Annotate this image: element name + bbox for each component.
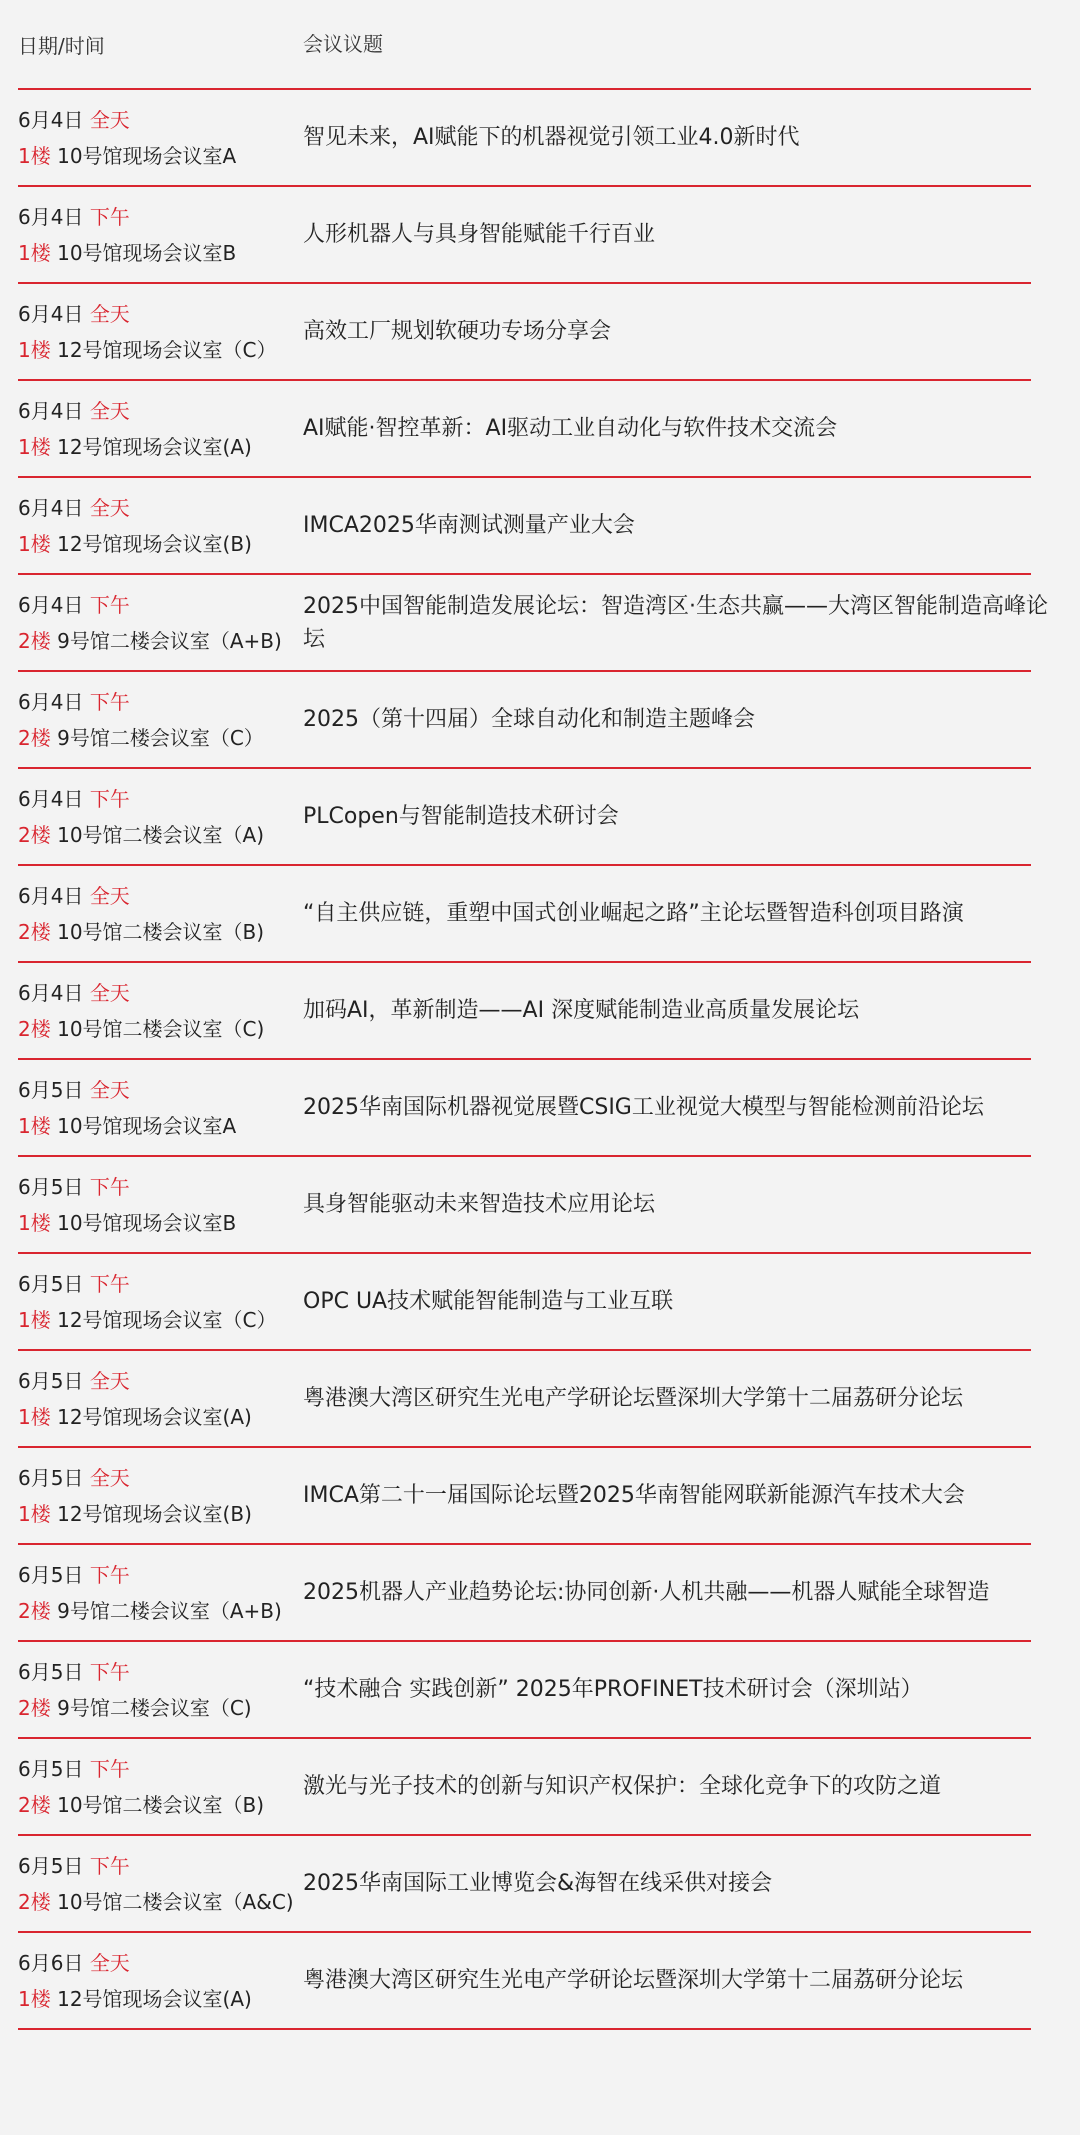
session-period: 下午 xyxy=(89,689,130,714)
session-date: 6月4日 xyxy=(18,980,84,1005)
session-floor: 1楼 xyxy=(18,1113,51,1138)
date-line xyxy=(18,1460,303,1496)
session-room: 9号馆二楼会议室（C） xyxy=(57,725,264,750)
session-period: 全天 xyxy=(89,398,130,423)
place-line xyxy=(18,1108,303,1144)
session-date: 6月4日 xyxy=(18,107,84,132)
session-topic-cell xyxy=(303,315,1031,348)
session-topic-cell xyxy=(303,994,1031,1027)
place-line xyxy=(18,1399,303,1435)
session-topic: 加码AI，革新制造——AI 深度赋能制造业高质量发展论坛 xyxy=(303,998,860,1023)
session-datetime xyxy=(18,1751,303,1823)
session-room: 12号馆现场会议室（C） xyxy=(57,337,277,362)
session-period: 全天 xyxy=(89,1950,130,1975)
session-row xyxy=(18,90,1031,187)
session-datetime xyxy=(18,1266,303,1338)
date-line xyxy=(18,878,303,914)
session-floor: 1楼 xyxy=(18,1404,51,1429)
session-topic-cell xyxy=(303,1091,1031,1124)
session-period: 全天 xyxy=(89,980,130,1005)
session-room: 10号馆现场会议室A xyxy=(57,1113,237,1138)
table-header xyxy=(18,0,1031,90)
session-date: 6月5日 xyxy=(18,1659,84,1684)
session-topic: IMCA2025华南测试测量产业大会 xyxy=(303,513,635,538)
session-room: 10号馆二楼会议室（A) xyxy=(57,822,265,847)
session-date: 6月5日 xyxy=(18,1756,84,1781)
session-room: 9号馆二楼会议室（C) xyxy=(57,1695,252,1720)
place-line xyxy=(18,138,303,174)
session-period: 全天 xyxy=(89,1077,130,1102)
session-row xyxy=(18,1545,1031,1642)
date-line xyxy=(18,1945,303,1981)
session-datetime xyxy=(18,1460,303,1532)
session-room: 9号馆二楼会议室（A+B) xyxy=(57,1598,282,1623)
place-line xyxy=(18,720,303,756)
date-line xyxy=(18,199,303,235)
session-floor: 1楼 xyxy=(18,1501,51,1526)
session-date: 6月4日 xyxy=(18,204,84,229)
session-date: 6月4日 xyxy=(18,592,84,617)
session-datetime xyxy=(18,1848,303,1920)
session-topic-cell xyxy=(303,590,1048,656)
session-period: 全天 xyxy=(89,495,130,520)
session-topic-cell xyxy=(303,1382,1031,1415)
session-topic-cell xyxy=(303,1285,1031,1318)
session-row xyxy=(18,866,1031,963)
schedule-table xyxy=(18,0,1048,2030)
date-line xyxy=(18,975,303,1011)
session-floor: 1楼 xyxy=(18,337,51,362)
session-period: 全天 xyxy=(89,107,130,132)
session-room: 10号馆二楼会议室（A&C) xyxy=(57,1889,294,1914)
session-topic: 激光与光子技术的创新与知识产权保护：全球化竞争下的攻防之道 xyxy=(303,1774,942,1799)
session-floor: 1楼 xyxy=(18,531,51,556)
session-datetime xyxy=(18,1169,303,1241)
session-topic-cell xyxy=(303,703,1031,736)
session-datetime xyxy=(18,102,303,174)
session-period: 下午 xyxy=(89,1756,130,1781)
session-topic: “自主供应链，重塑中国式创业崛起之路”主论坛暨智造科创项目路演 xyxy=(303,901,964,926)
session-period: 下午 xyxy=(89,1174,130,1199)
place-line xyxy=(18,332,303,368)
session-date: 6月5日 xyxy=(18,1271,84,1296)
date-line xyxy=(18,684,303,720)
session-topic-cell xyxy=(303,509,1031,542)
session-topic-cell xyxy=(303,1479,1031,1512)
session-room: 10号馆二楼会议室（C) xyxy=(57,1016,265,1041)
session-period: 下午 xyxy=(89,1853,130,1878)
date-line xyxy=(18,1169,303,1205)
session-period: 下午 xyxy=(89,1562,130,1587)
session-period: 下午 xyxy=(89,1271,130,1296)
session-floor: 2楼 xyxy=(18,628,51,653)
session-topic: 粤港澳大湾区研究生光电产学研论坛暨深圳大学第十二届荔研分论坛 xyxy=(303,1386,964,1411)
place-line xyxy=(18,914,303,950)
session-room: 12号馆现场会议室(A) xyxy=(57,1404,252,1429)
session-room: 12号馆现场会议室(B) xyxy=(57,1501,252,1526)
session-datetime xyxy=(18,1557,303,1629)
session-floor: 2楼 xyxy=(18,1016,51,1041)
date-line xyxy=(18,781,303,817)
session-datetime xyxy=(18,199,303,271)
session-datetime xyxy=(18,393,303,465)
place-line xyxy=(18,817,303,853)
session-date: 6月5日 xyxy=(18,1562,84,1587)
place-line xyxy=(18,623,303,659)
session-period: 全天 xyxy=(89,301,130,326)
session-row xyxy=(18,1157,1031,1254)
session-room: 12号馆现场会议室（C） xyxy=(57,1307,277,1332)
session-datetime xyxy=(18,684,303,756)
session-period: 全天 xyxy=(89,883,130,908)
session-floor: 1楼 xyxy=(18,143,51,168)
session-period: 下午 xyxy=(89,204,130,229)
session-topic: 高效工厂规划软硬功专场分享会 xyxy=(303,319,612,344)
session-topic: 2025（第十四届）全球自动化和制造主题峰会 xyxy=(303,707,755,732)
session-topic: 2025中国智能制造发展论坛：智造湾区·生态共赢——大湾区智能制造高峰论坛 xyxy=(303,593,1048,652)
session-row xyxy=(18,1739,1031,1836)
session-topic-cell xyxy=(303,121,1031,154)
session-topic-cell xyxy=(303,1576,1031,1609)
place-line xyxy=(18,1884,303,1920)
session-row xyxy=(18,769,1031,866)
place-line xyxy=(18,1787,303,1823)
session-topic-cell xyxy=(303,800,1031,833)
session-floor: 1楼 xyxy=(18,240,51,265)
session-topic: 2025华南国际机器视觉展暨CSIG工业视觉大模型与智能检测前沿论坛 xyxy=(303,1095,984,1120)
session-floor: 2楼 xyxy=(18,919,51,944)
session-topic: OPC UA技术赋能智能制造与工业互联 xyxy=(303,1289,674,1314)
session-period: 全天 xyxy=(89,1368,130,1393)
date-line xyxy=(18,1072,303,1108)
session-date: 6月4日 xyxy=(18,883,84,908)
session-period: 全天 xyxy=(89,1465,130,1490)
place-line xyxy=(18,1011,303,1047)
session-date: 6月4日 xyxy=(18,398,84,423)
date-line xyxy=(18,393,303,429)
place-line xyxy=(18,1981,303,2017)
session-room: 10号馆现场会议室B xyxy=(57,1210,237,1235)
place-line xyxy=(18,1690,303,1726)
schedule-rows xyxy=(18,90,1048,2030)
session-period: 下午 xyxy=(89,1659,130,1684)
session-row xyxy=(18,1351,1031,1448)
session-floor: 2楼 xyxy=(18,1598,51,1623)
session-topic: AI赋能·智控革新：AI驱动工业自动化与软件技术交流会 xyxy=(303,416,838,441)
session-period: 下午 xyxy=(89,592,130,617)
session-datetime xyxy=(18,1654,303,1726)
session-datetime xyxy=(18,1072,303,1144)
date-line xyxy=(18,296,303,332)
place-line xyxy=(18,1205,303,1241)
session-room: 12号馆现场会议室(B) xyxy=(57,531,252,556)
date-line xyxy=(18,102,303,138)
session-topic-cell xyxy=(303,1673,1031,1706)
session-date: 6月4日 xyxy=(18,301,84,326)
session-period: 下午 xyxy=(89,786,130,811)
place-line xyxy=(18,1496,303,1532)
session-topic: 人形机器人与具身智能赋能千行百业 xyxy=(303,222,656,247)
session-floor: 1楼 xyxy=(18,1986,51,2011)
place-line xyxy=(18,526,303,562)
session-date: 6月5日 xyxy=(18,1174,84,1199)
session-room: 10号馆现场会议室B xyxy=(57,240,237,265)
session-floor: 2楼 xyxy=(18,1695,51,1720)
session-datetime xyxy=(18,1363,303,1435)
session-datetime xyxy=(18,490,303,562)
session-date: 6月5日 xyxy=(18,1368,84,1393)
session-room: 12号馆现场会议室(A) xyxy=(57,434,252,459)
session-datetime xyxy=(18,1945,303,2017)
session-row xyxy=(18,284,1031,381)
session-room: 10号馆二楼会议室（B) xyxy=(57,919,265,944)
session-topic: 智见未来，AI赋能下的机器视觉引领工业4.0新时代 xyxy=(303,125,800,150)
session-row xyxy=(18,1254,1031,1351)
place-line xyxy=(18,235,303,271)
session-floor: 1楼 xyxy=(18,1210,51,1235)
session-room: 10号馆二楼会议室（B) xyxy=(57,1792,265,1817)
session-topic-cell xyxy=(303,1867,1031,1900)
session-topic: 具身智能驱动未来智造技术应用论坛 xyxy=(303,1192,656,1217)
session-date: 6月6日 xyxy=(18,1950,84,1975)
place-line xyxy=(18,1302,303,1338)
date-line xyxy=(18,490,303,526)
session-topic: 2025机器人产业趋势论坛:协同创新·人机共融——机器人赋能全球智造 xyxy=(303,1580,990,1605)
session-topic: 粤港澳大湾区研究生光电产学研论坛暨深圳大学第十二届荔研分论坛 xyxy=(303,1968,964,1993)
session-floor: 2楼 xyxy=(18,822,51,847)
session-row xyxy=(18,478,1031,575)
session-row xyxy=(18,187,1031,284)
session-row xyxy=(18,575,1048,672)
session-topic-cell xyxy=(303,1770,1031,1803)
session-floor: 1楼 xyxy=(18,1307,51,1332)
session-datetime xyxy=(18,781,303,853)
session-floor: 2楼 xyxy=(18,1792,51,1817)
session-date: 6月4日 xyxy=(18,786,84,811)
session-topic: PLCopen与智能制造技术研讨会 xyxy=(303,804,619,829)
place-line xyxy=(18,429,303,465)
place-line xyxy=(18,1593,303,1629)
session-floor: 1楼 xyxy=(18,434,51,459)
session-datetime xyxy=(18,975,303,1047)
date-line xyxy=(18,1751,303,1787)
session-row xyxy=(18,1836,1031,1933)
session-row xyxy=(18,1642,1031,1739)
topic-column-header: 会议议题 xyxy=(303,31,383,56)
session-topic-cell xyxy=(303,218,1031,251)
session-row xyxy=(18,963,1031,1060)
session-row xyxy=(18,1060,1031,1157)
session-topic-cell xyxy=(303,1964,1031,1997)
session-date: 6月5日 xyxy=(18,1853,84,1878)
session-row xyxy=(18,672,1031,769)
date-line xyxy=(18,1557,303,1593)
session-room: 12号馆现场会议室(A) xyxy=(57,1986,252,2011)
session-topic-cell xyxy=(303,412,1031,445)
session-row xyxy=(18,1933,1031,2030)
session-topic: IMCA第二十一届国际论坛暨2025华南智能网联新能源汽车技术大会 xyxy=(303,1483,965,1508)
session-date: 6月4日 xyxy=(18,495,84,520)
date-line xyxy=(18,587,303,623)
session-room: 9号馆二楼会议室（A+B) xyxy=(57,628,282,653)
session-floor: 2楼 xyxy=(18,1889,51,1914)
date-line xyxy=(18,1363,303,1399)
session-datetime xyxy=(18,587,303,659)
session-date: 6月4日 xyxy=(18,689,84,714)
session-topic-cell xyxy=(303,897,1031,930)
session-date: 6月5日 xyxy=(18,1077,84,1102)
date-column-header: 日期/时间 xyxy=(18,33,105,58)
session-date: 6月5日 xyxy=(18,1465,84,1490)
session-topic: “技术融合 实践创新” 2025年PROFINET技术研讨会（深圳站） xyxy=(303,1677,923,1702)
date-line xyxy=(18,1654,303,1690)
date-line xyxy=(18,1848,303,1884)
session-row xyxy=(18,381,1031,478)
session-floor: 2楼 xyxy=(18,725,51,750)
session-datetime xyxy=(18,878,303,950)
session-row xyxy=(18,1448,1031,1545)
session-datetime xyxy=(18,296,303,368)
session-topic-cell xyxy=(303,1188,1031,1221)
session-topic: 2025华南国际工业博览会&海智在线采供对接会 xyxy=(303,1871,773,1896)
date-line xyxy=(18,1266,303,1302)
session-room: 10号馆现场会议室A xyxy=(57,143,237,168)
